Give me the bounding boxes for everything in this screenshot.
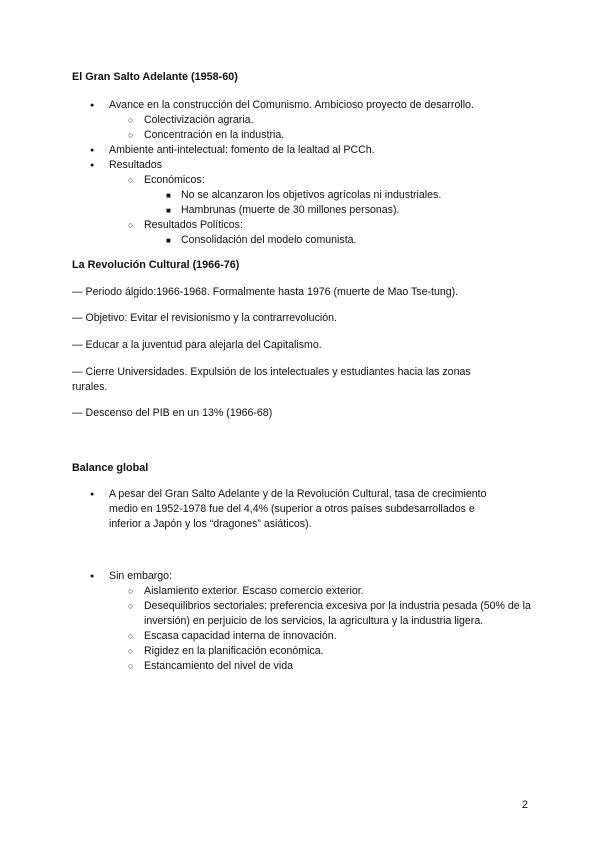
sub-sub-list-item: ■ Consolidación del modelo comunista. xyxy=(181,233,529,248)
balance-list xyxy=(109,487,509,532)
sub-list-item: ○ Concentración en la industria. xyxy=(144,128,529,143)
sub-sub-list-item: ■ Hambrunas (muerte de 30 millones personas). xyxy=(181,203,529,218)
list-item: ● A pesar del Gran Salto Adelante y de la Revolución Cultural, tasa de crecimiento medio en 1952-1978 fue del 4,4% (superior a otros países subdesarrollados e inferior a Japón y los “dragones” asiáticos). xyxy=(109,487,509,532)
section-title-revolucion-cultural: La Revolución Cultural (1966-76) xyxy=(72,259,240,271)
paragraph: — Cierre Universidades. Expulsión de los intelectuales y estudiantes hacia las zonas rurales. xyxy=(72,366,471,393)
paragraph: — Objetivo: Evitar el revisionismo y la contrarrevolución. xyxy=(72,312,337,324)
paragraph: — Educar a la juventud para alejarla del Capitalismo. xyxy=(72,339,322,351)
sub-list-item xyxy=(144,173,529,218)
list-item-text: Resultados xyxy=(109,159,162,171)
list-item xyxy=(109,158,529,248)
list-item: ● Ambiente anti-intelectual: fomento de la lealtad al PCCh. xyxy=(109,143,529,158)
section-title-gran-salto: El Gran Salto Adelante (1958-60) xyxy=(72,71,238,83)
sub-list-item: ○ Escasa capacidad interna de innovación. xyxy=(144,629,534,644)
sin-embargo-list xyxy=(109,569,529,674)
group-label: Resultados Políticos: xyxy=(144,219,243,231)
sub-list-item: ○ Estancamiento del nivel de vida xyxy=(144,659,534,674)
list-item-text: Avance en la construcción del Comunismo. Ambicioso proyecto de desarrollo. xyxy=(109,99,474,111)
page-number: 2 xyxy=(521,799,528,811)
list-item xyxy=(109,569,529,674)
gran-salto-list xyxy=(109,98,529,248)
list-item xyxy=(109,98,529,143)
sub-list-item: ○ Colectivización agraria. xyxy=(144,113,529,128)
sub-list-item: ○ Rigidez en la planificación económica. xyxy=(144,644,534,659)
sub-list-item: ○ Aislamiento exterior. Escaso comercio exterior. xyxy=(144,584,534,599)
group-label: Económicos: xyxy=(144,174,205,186)
section-title-balance-global: Balance global xyxy=(72,462,149,474)
list-item-text: Sin embargo: xyxy=(109,570,173,582)
sub-sub-list-item: ■ No se alcanzaron los objetivos agrícolas ni industriales. xyxy=(181,188,529,203)
sub-list-item: ○ Desequilibrios sectoriales: preferencia excesiva por la industria pesada (50% de la inversión) en perjuicio de los servicios, la agricultura y la industria ligera. xyxy=(144,599,534,629)
paragraph: — Descenso del PIB en un 13% (1966-68) xyxy=(72,407,273,419)
paragraph: — Periodo álgido:1966-1968. Formalmente hasta 1976 (muerte de Mao Tse-tung). xyxy=(72,286,459,298)
sub-list-item xyxy=(144,218,529,248)
